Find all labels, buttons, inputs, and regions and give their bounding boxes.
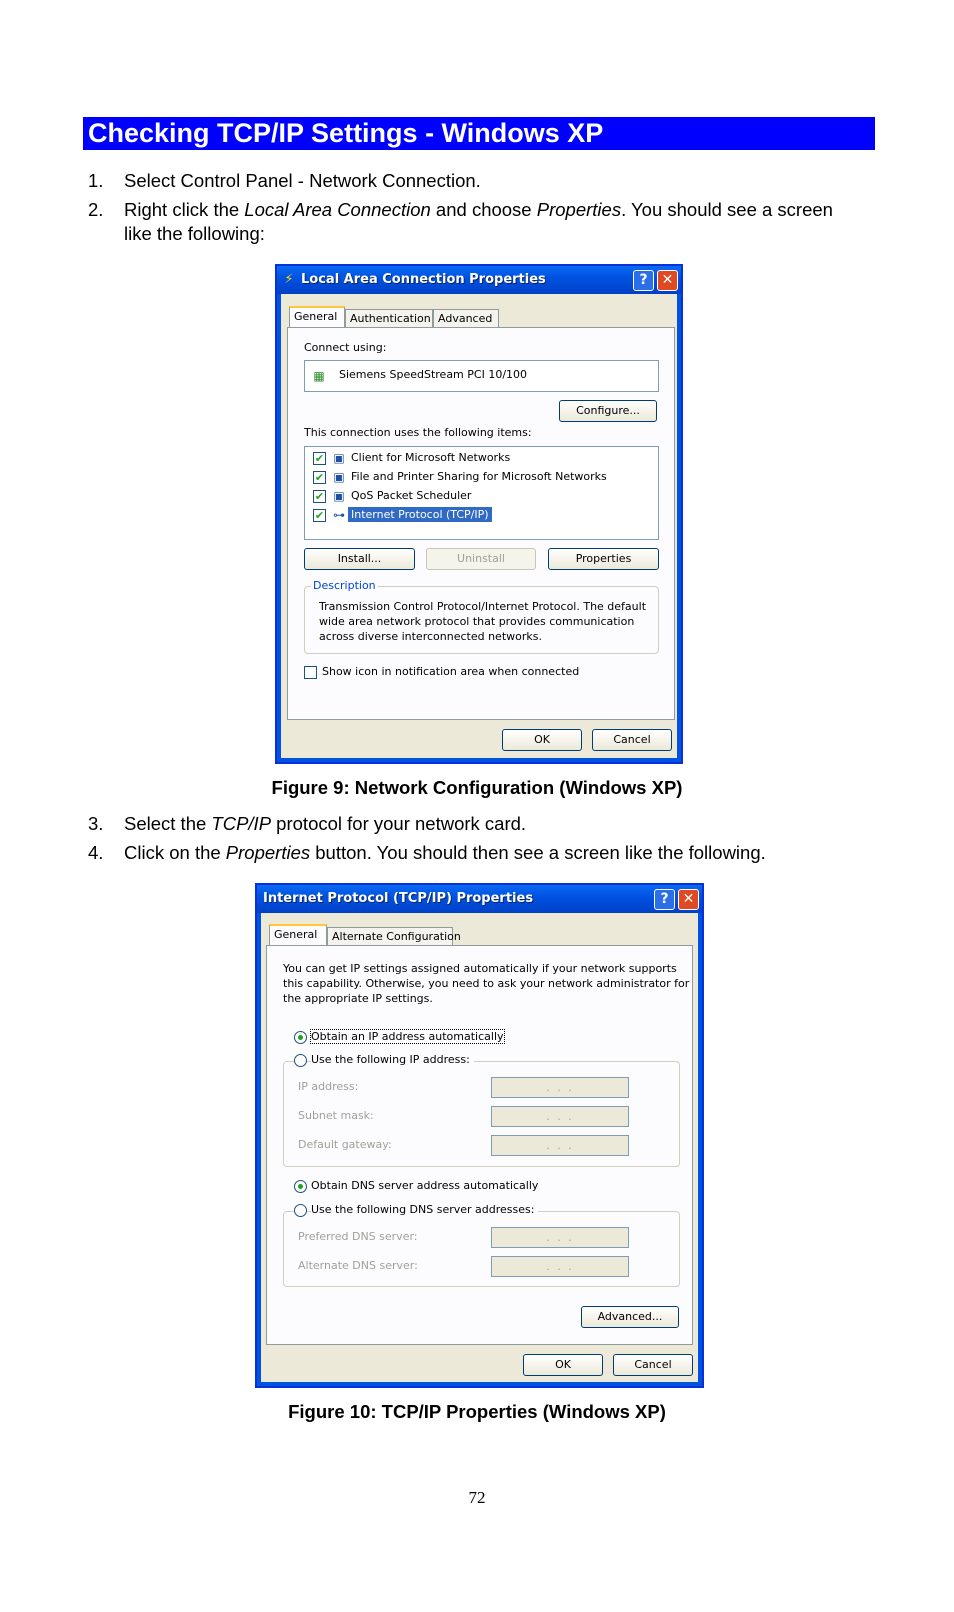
ok-button[interactable]: OK: [523, 1354, 603, 1376]
list-item[interactable]: QoS Packet Scheduler: [351, 489, 472, 502]
use-ip-label: Use the following IP address:: [311, 1053, 474, 1066]
dialog-title: Local Area Connection Properties: [301, 272, 546, 287]
intro-line: You can get IP settings assigned automatically if your network supports: [283, 962, 677, 975]
protocol-icon: ⊶: [333, 508, 345, 522]
client-icon: ▣: [333, 451, 345, 465]
subnet-mask-field[interactable]: . . .: [491, 1106, 629, 1127]
show-icon-checkbox[interactable]: [304, 666, 317, 679]
description-line: Transmission Control Protocol/Internet Protocol. The default: [319, 600, 647, 613]
install-button[interactable]: Install...: [304, 548, 415, 570]
obtain-ip-label: Obtain an IP address automatically: [311, 1030, 504, 1043]
file-sharing-icon: ▣: [333, 470, 345, 484]
list-item[interactable]: Client for Microsoft Networks: [351, 451, 511, 464]
description-line: wide area network protocol that provides communication: [319, 615, 635, 628]
tab-alternate-configuration[interactable]: Alternate Configuration: [327, 927, 453, 946]
tab-general[interactable]: General: [289, 306, 345, 328]
dialog-client: [261, 913, 698, 1382]
network-card-icon: ▦: [313, 369, 325, 383]
ok-button[interactable]: OK: [502, 729, 582, 751]
obtain-dns-radio[interactable]: [294, 1180, 307, 1193]
use-ip-radio[interactable]: [294, 1054, 307, 1067]
dialog-title: Internet Protocol (TCP/IP) Properties: [263, 891, 534, 906]
properties-button[interactable]: Properties: [548, 548, 659, 570]
default-gateway-label: Default gateway:: [298, 1138, 392, 1151]
description-line: across diverse interconnected networks.: [319, 630, 542, 643]
list-item[interactable]: File and Printer Sharing for Microsoft Networks: [351, 470, 607, 483]
step-text: Select Control Panel - Network Connection.: [124, 170, 481, 191]
step-text: Select the TCP/IP protocol for your network card.: [124, 813, 527, 834]
list-item-selected[interactable]: Internet Protocol (TCP/IP): [348, 507, 492, 522]
preferred-dns-field[interactable]: . . .: [491, 1227, 629, 1248]
use-dns-label: Use the following DNS server addresses:: [311, 1203, 538, 1216]
step-number: 4.: [88, 842, 104, 863]
ip-address-field[interactable]: . . .: [491, 1077, 629, 1098]
description-label: Description: [313, 579, 376, 592]
help-button[interactable]: ?: [654, 889, 675, 910]
obtain-dns-label: Obtain DNS server address automatically: [311, 1179, 539, 1192]
figure-10-caption: Figure 10: TCP/IP Properties (Windows XP): [288, 1401, 666, 1422]
advanced-button[interactable]: Advanced...: [581, 1306, 679, 1328]
tab-general[interactable]: General: [269, 924, 327, 946]
cancel-button[interactable]: Cancel: [613, 1354, 693, 1376]
components-list: [304, 446, 659, 540]
adapter-name: Siemens SpeedStream PCI 10/100: [339, 368, 528, 381]
dialog-client: [281, 294, 677, 758]
tab-authentication[interactable]: Authentication: [345, 309, 433, 328]
tab-panel: [287, 327, 675, 720]
uninstall-button[interactable]: Uninstall: [426, 548, 536, 570]
item-checkbox[interactable]: ✔: [314, 490, 325, 503]
step-number: 1.: [88, 170, 104, 191]
step-number: 3.: [88, 813, 104, 834]
adapter-box: [304, 360, 659, 392]
subnet-mask-label: Subnet mask:: [298, 1109, 374, 1122]
use-dns-radio[interactable]: [294, 1204, 307, 1217]
preferred-dns-label: Preferred DNS server:: [298, 1230, 418, 1243]
items-label: This connection uses the following items:: [304, 426, 532, 439]
intro-line: the appropriate IP settings.: [283, 992, 433, 1005]
figure-9-caption: Figure 9: Network Configuration (Windows XP): [271, 777, 683, 798]
item-checkbox[interactable]: ✔: [314, 509, 325, 522]
close-button[interactable]: ✕: [678, 889, 699, 910]
tab-panel: [266, 945, 693, 1345]
alternate-dns-field[interactable]: . . .: [491, 1256, 629, 1277]
configure-button[interactable]: Configure...: [559, 400, 657, 422]
step-text: Right click the Local Area Connection and choose Properties. You should see a screen like the following:: [124, 199, 833, 244]
local-area-connection-dialog: [275, 264, 683, 764]
help-button[interactable]: ?: [633, 270, 654, 291]
tab-advanced[interactable]: Advanced: [433, 309, 499, 328]
alternate-dns-label: Alternate DNS server:: [298, 1259, 418, 1272]
section-heading: Checking TCP/IP Settings - Windows XP: [83, 117, 875, 150]
title-bar[interactable]: [257, 885, 702, 913]
close-button[interactable]: ✕: [657, 270, 678, 291]
default-gateway-field[interactable]: . . .: [491, 1135, 629, 1156]
title-bar[interactable]: [277, 266, 681, 294]
cancel-button[interactable]: Cancel: [592, 729, 672, 751]
item-checkbox[interactable]: ✔: [314, 452, 325, 465]
obtain-ip-radio[interactable]: [294, 1031, 307, 1044]
tcpip-properties-dialog: [255, 883, 704, 1388]
step-text: Click on the Properties button. You should then see a screen like the following.: [124, 842, 766, 863]
description-group: [304, 579, 659, 654]
network-icon: ⚡: [284, 272, 294, 287]
connect-using-label: Connect using:: [304, 341, 387, 354]
ip-address-label: IP address:: [298, 1080, 359, 1093]
show-icon-label: Show icon in notification area when connected: [322, 665, 580, 678]
qos-icon: ▣: [333, 489, 345, 503]
item-checkbox[interactable]: ✔: [314, 471, 325, 484]
step-number: 2.: [88, 199, 104, 220]
intro-line: this capability. Otherwise, you need to ask your network administrator for: [283, 977, 690, 990]
page-number: 72: [468, 1488, 486, 1507]
